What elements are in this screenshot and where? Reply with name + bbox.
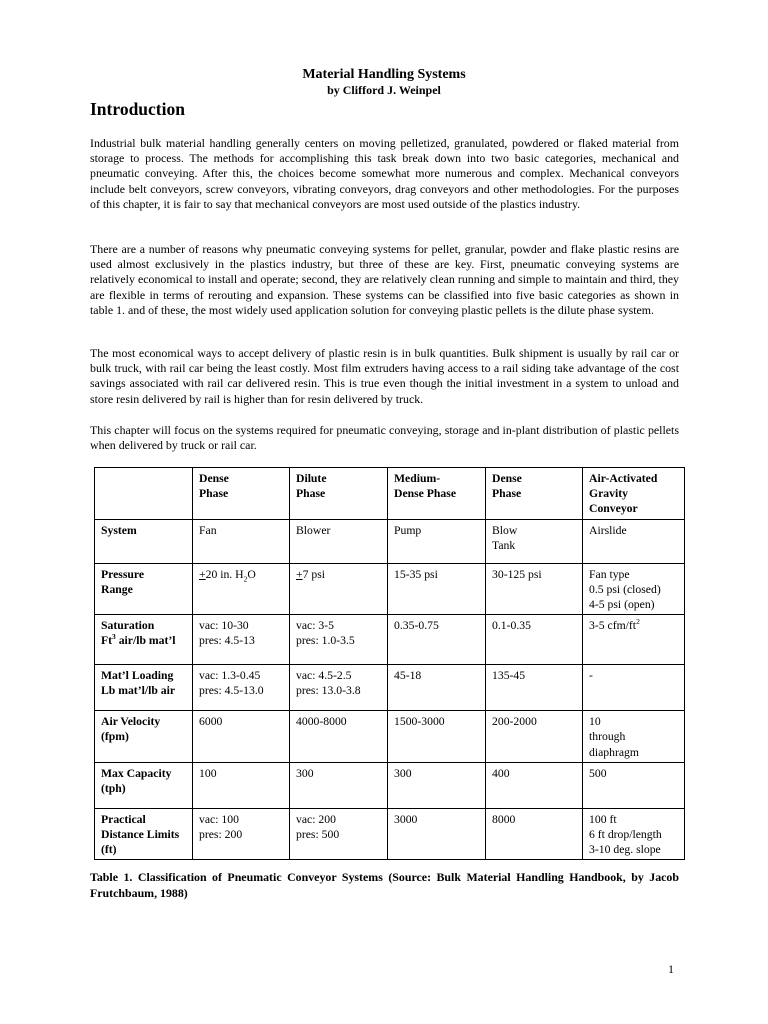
row-label: Saturation Ft$^3$ air/lb mat’l [95, 615, 193, 665]
table-corner-cell [95, 468, 193, 520]
table-cell: vac: 4.5-2.5 pres: 13.0-3.8 [290, 665, 388, 711]
table-cell: 8000 [486, 808, 583, 860]
column-header: Air-Activated Gravity Conveyor [583, 468, 685, 520]
table-cell: vac: 100 pres: 200 [193, 808, 290, 860]
table-cell: Blower [290, 519, 388, 563]
table-cell: 0.35-0.75 [388, 615, 486, 665]
classification-table [94, 467, 685, 860]
table-cell: vac: 200 pres: 500 [290, 808, 388, 860]
table-cell: 100 [193, 762, 290, 808]
document-title: Material Handling Systems [302, 67, 466, 82]
table-cell: 10 through diaphragm [583, 711, 685, 763]
row-label: Pressure Range [95, 563, 193, 615]
table-cell: 0.1-0.35 [486, 615, 583, 665]
table-cell: 500 [583, 762, 685, 808]
table-cell: +7 psi [290, 563, 388, 615]
table-row [95, 762, 685, 808]
table-cell: 3-5 cfm/$ft^2$ [583, 615, 685, 665]
column-header: Medium- Dense Phase [388, 468, 486, 520]
table-row [95, 665, 685, 711]
table-cell: 15-35 psi [388, 563, 486, 615]
row-label: Air Velocity (fpm) [95, 711, 193, 763]
table-row [95, 808, 685, 860]
table-cell: vac: 10-30 pres: 4.5-13 [193, 615, 290, 665]
row-label: Mat’l Loading Lb mat’l/lb air [95, 665, 193, 711]
column-header: Dense Phase [193, 468, 290, 520]
table-cell: Airslide [583, 519, 685, 563]
table-cell: 4000-8000 [290, 711, 388, 763]
table-cell: 135-45 [486, 665, 583, 711]
table-cell: Pump [388, 519, 486, 563]
row-label: System [95, 519, 193, 563]
column-header: Dilute Phase [290, 468, 388, 520]
table-cell: Fan [193, 519, 290, 563]
table-cell: 200-2000 [486, 711, 583, 763]
table-cell: 400 [486, 762, 583, 808]
row-label: Max Capacity (tph) [95, 762, 193, 808]
table-cell: - [583, 665, 685, 711]
table-cell: 30-125 psi [486, 563, 583, 615]
table-cell: 1500-3000 [388, 711, 486, 763]
table-row [95, 711, 685, 763]
column-header: Dense Phase [486, 468, 583, 520]
table-caption: Table 1. Classification of Pneumatic Conveyor Systems (Source: Bulk Material Handling Handbook, by Jacob Frutchbaum, 1988) [90, 870, 679, 900]
row-label: Practical Distance Limits (ft) [95, 808, 193, 860]
table-row [95, 563, 685, 615]
table-row [95, 615, 685, 665]
table-cell: +20 in. $H_2O$ [193, 563, 290, 615]
table-cell: vac: 3-5 pres: 1.0-3.5 [290, 615, 388, 665]
section-heading: Introduction [90, 99, 185, 119]
paragraph-2: There are a number of reasons why pneumatic conveying systems for pellet, granular, powder and flake plastic resins are used almost exclusively in the plastics industry, but three of these are key. First, pneumatic conveying systems are relatively economical to install and operate; second, they are relatively clean running and simple to maintain and third, they are flexible in terms of rerouting and expansion. These systems can be classified into five basic categories as shown in table 1. and of these, the most widely used application solution for conveying plastic pellets is the dilute phase system. [90, 242, 679, 317]
document-author: by Clifford J. Weinpel [327, 83, 441, 97]
table-cell: 6000 [193, 711, 290, 763]
table-cell: 3000 [388, 808, 486, 860]
paragraph-3: The most economical ways to accept delivery of plastic resin is in bulk quantities. Bulk shipment is usually by rail car or bulk truck, with rail car being the least costly. Most film extruders having access to a rail siding take advantage of the cost savings associated with rail car delivered resin. This is true even though the initial investment in a system to unload and store resin delivered by rail is higher than for resin delivered by truck. [90, 346, 679, 406]
table-cell: 45-18 [388, 665, 486, 711]
table-cell: Fan type 0.5 psi (closed) 4-5 psi (open) [583, 563, 685, 615]
table-header-row [95, 468, 685, 520]
paragraph-4: This chapter will focus on the systems required for pneumatic conveying, storage and in-plant distribution of plastic pellets when delivered by truck or rail car. [90, 423, 679, 453]
table-cell: Blow Tank [486, 519, 583, 563]
page-number: 1 [668, 962, 674, 976]
table-cell: 100 ft 6 ft drop/length 3-10 deg. slope [583, 808, 685, 860]
table-cell: vac: 1.3-0.45 pres: 4.5-13.0 [193, 665, 290, 711]
paragraph-1: Industrial bulk material handling generally centers on moving pelletized, granulated, powdered or flaked material from storage to process. The methods for accomplishing this task break down into two basic categories, mechanical and pneumatic conveying. After this, the choices become somewhat more numerous and complex. Mechanical conveyors include belt conveyors, screw conveyors, vibrating conveyors, drag conveyors and other methodologies. For the purposes of this chapter, it is fair to say that mechanical conveyors are most used outside of the plastics industry. [90, 136, 679, 211]
table-cell: 300 [388, 762, 486, 808]
table-cell: 300 [290, 762, 388, 808]
table-row [95, 519, 685, 563]
